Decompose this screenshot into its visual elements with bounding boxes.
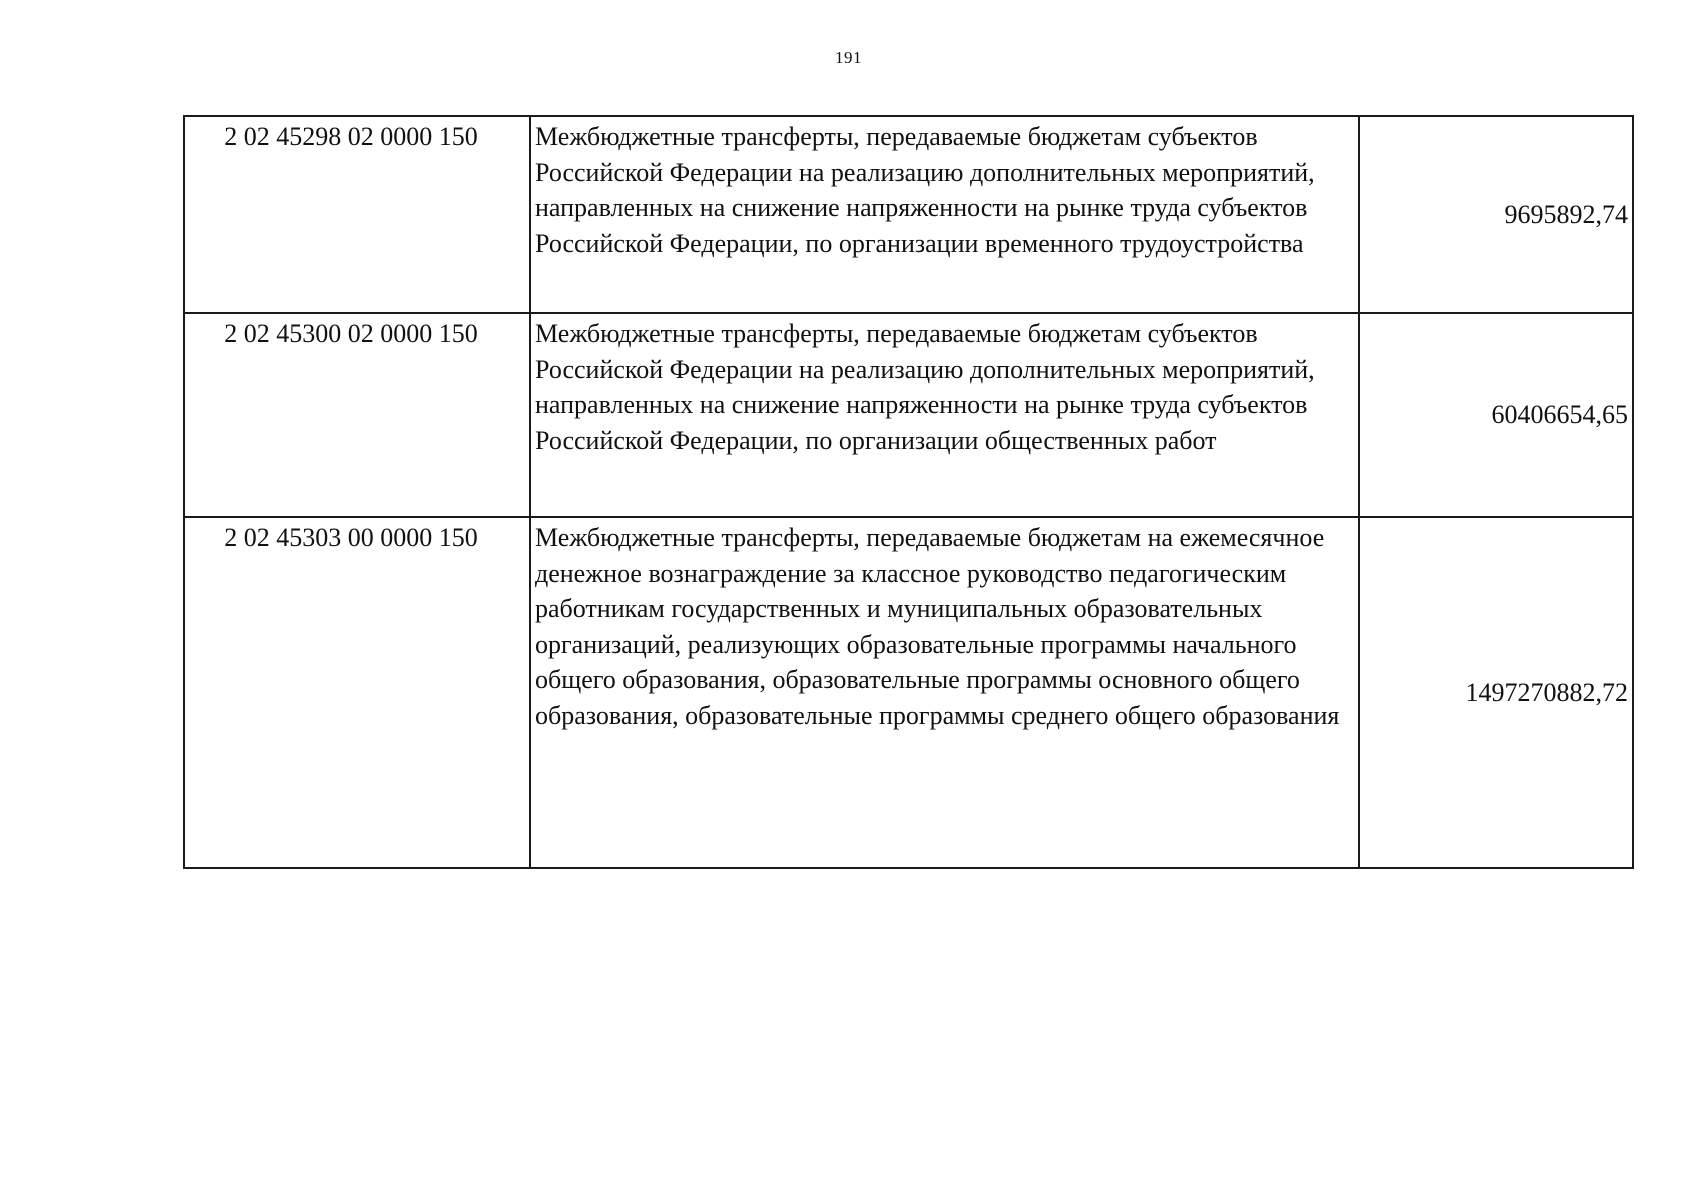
description-cell: Межбюджетные трансферты, передаваемые бюджетам субъектов Российской Федерации на реализацию дополнительных мероприятий, направленных на снижение напряженности на рынке труда субъектов Российской Федерации, по организации временного трудоустройства: [530, 116, 1359, 313]
budget-code-cell: 2 02 45300 02 0000 150: [184, 313, 530, 517]
table-row: [184, 517, 1633, 868]
table-row: [184, 313, 1633, 517]
amount-cell: 1497270882,72: [1359, 517, 1633, 868]
budget-code-cell: 2 02 45298 02 0000 150: [184, 116, 530, 313]
amount-cell: 9695892,74: [1359, 116, 1633, 313]
budget-table: [183, 115, 1634, 869]
table-row: [184, 116, 1633, 313]
amount-cell: 60406654,65: [1359, 313, 1633, 517]
description-cell: Межбюджетные трансферты, передаваемые бюджетам на ежемесячное денежное вознаграждение за классное руководство педагогическим работникам государственных и муниципальных образовательных организаций, реализующих образовательные программы начального общего образования, образовательные программы основного общего образования, образовательные программы среднего общего образования: [530, 517, 1359, 868]
budget-code-cell: 2 02 45303 00 0000 150: [184, 517, 530, 868]
page-number: 191: [835, 48, 862, 67]
description-cell: Межбюджетные трансферты, передаваемые бюджетам субъектов Российской Федерации на реализацию дополнительных мероприятий, направленных на снижение напряженности на рынке труда субъектов Российской Федерации, по организации общественных работ: [530, 313, 1359, 517]
